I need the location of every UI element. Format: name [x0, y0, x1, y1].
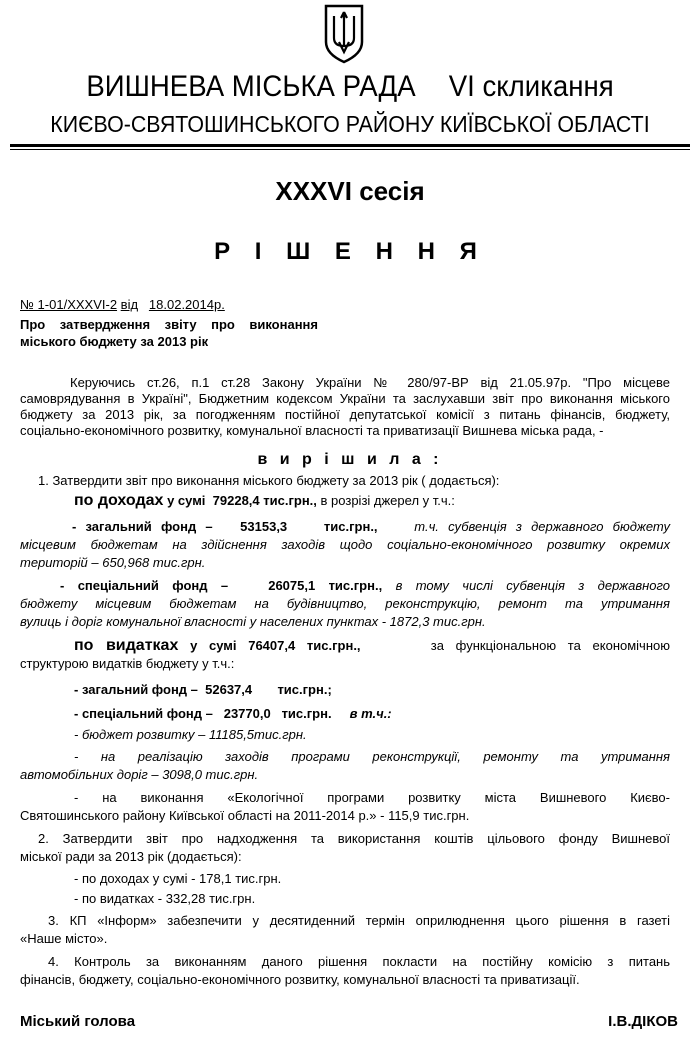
income-special-fund-line3: вулиць і доріг комунальної власності у населених пунктах - 1872,3 тис.грн. [20, 614, 486, 629]
income-line: по доходах у сумі 79228,4 тис.грн., в розрізі джерел у т.ч.: [74, 492, 455, 509]
item4-line1: 4. Контроль за виконанням даного рішення покласти на постійну комісію з питань [48, 954, 670, 969]
item1-intro: 1. Затвердити звіт про виконання міського бюджету за 2013 рік ( додається): [38, 473, 500, 488]
trident-emblem-icon [320, 2, 368, 64]
ecology-program-line1: - на виконання «Екологічної програми розвитку міста Вишневого Києво- [74, 790, 670, 805]
roads-program-line1: - на реалізацію заходів програми реконструкції, ремонту та утримання [74, 749, 670, 764]
income-general-fund-line2: місцевим бюджетам на здійснення заходів щодо соціально-економічного розвитку окремих [20, 537, 670, 552]
decision-number: № 1-01/XXXVI-2 від 18.02.2014р. [20, 297, 225, 312]
item3-line2: «Наше місто». [20, 931, 108, 946]
item2-income: - по доходах у сумі - 178,1 тис.грн. [74, 871, 282, 886]
item2-line1: 2. Затвердити звіт про надходження та використання коштів цільового фонду Вишневої [38, 831, 670, 846]
council-heading: ВИШНЕВА МІСЬКА РАДА VI скликання [86, 70, 614, 103]
expense-line: по видатках у сумі 76407,4 тис.грн., за функціональною та економічною [74, 637, 670, 654]
region-heading: КИЄВО-СВЯТОШИНСЬКОГО РАЙОНУ КИЇВСЬКОЇ ОБЛАСТІ [50, 111, 650, 137]
income-special-fund-line2: бюджету місцевим бюджетам на будівництво, реконструкцію, ремонт та утримання [20, 596, 670, 611]
income-general-fund: - загальний фонд – 53153,3 тис.грн., т.ч. субвенція з державного бюджету [72, 519, 670, 534]
income-special-fund: - спеціальний фонд – 26075,1 тис.грн., в тому числі субвенція з державного [60, 578, 671, 593]
item4-line2: фінансів, бюджету, соціально-економічного розвитку, комунальної власності та приватизації. [20, 972, 580, 987]
expense-general-fund: - загальний фонд – 52637,4 тис.грн.; [74, 682, 332, 697]
roads-program-line2: автомобільних доріг – 3098,0 тис.грн. [20, 767, 259, 782]
decided-heading: в и р і ш и л а : [257, 451, 443, 468]
preamble-line-1: Керуючись ст.26, п.1 ст.28 Закону України № 280/97-ВР від 21.05.97р. "Про місцеве [70, 375, 670, 390]
item2-expense: - по видатках - 332,28 тис.грн. [74, 891, 256, 906]
item3-line1: 3. КП «Інформ» забезпечити у десятиденний термін оприлюднення цього рішення в газеті [48, 913, 670, 928]
header-divider-thick [10, 144, 690, 147]
preamble-line-3: бюджету за 2013 рік, за погодженням постійної депутатської комісії з питань фінансів, бюджету, [20, 407, 670, 422]
session-label: XXXVI сесія [275, 176, 425, 206]
item2-line2: міської ради за 2013 рік (додається): [20, 849, 242, 864]
decision-subject: Про затвердження звіту про виконання міського бюджету за 2013 рік [20, 317, 318, 349]
signatory-name: І.В.ДІКОВ [608, 1013, 678, 1030]
document-title: Р І Ш Е Н Н Я [214, 238, 486, 265]
preamble-line-4: соціально-економічного розвитку, комунальної власності та приватизації Вишнева міська рада, - [20, 423, 604, 438]
expense-special-fund: - спеціальний фонд – 23770,0 тис.грн. в т.ч.: [74, 706, 392, 721]
ecology-program-line2: Святошинського району Київської області на 2011-2014 р.» - 115,9 тис.грн. [20, 808, 470, 823]
preamble-line-2: самоврядування в Україні", Бюджетним кодексом України та заслухавши звіт про виконання міського [20, 391, 670, 406]
expense-line2: структурою видатків бюджету у т.ч.: [20, 656, 235, 671]
header-divider-thin [10, 149, 690, 150]
development-budget: - бюджет розвитку – 11185,5тис.грн. [74, 727, 307, 742]
income-general-fund-line3: територій – 650,968 тис.грн. [20, 555, 206, 570]
signatory-position: Міський голова [20, 1013, 136, 1030]
